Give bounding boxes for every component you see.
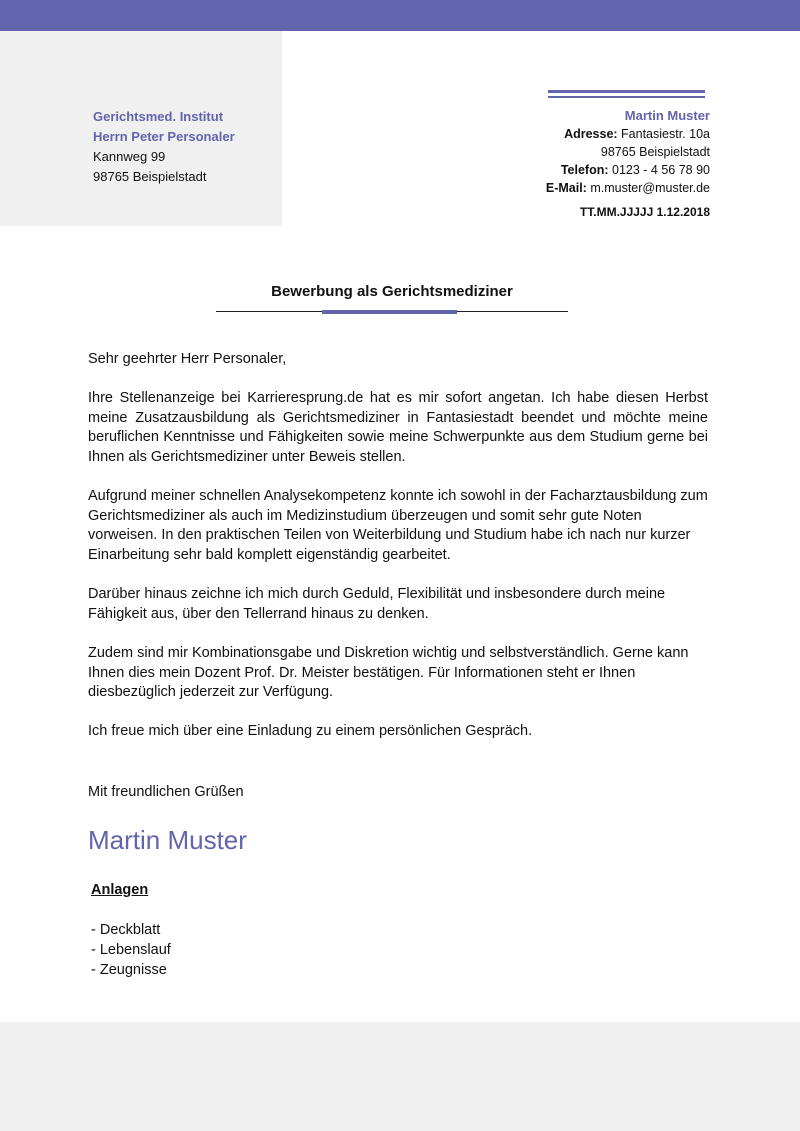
sender-city: 98765 Beispielstadt xyxy=(600,145,710,159)
paragraph-2: Aufgrund meiner schnellen Analysekompetenz konnte ich sowohl in der Facharztausbildung zum Gerichtsmediziner als auch im Medizinstudium überzeugen und somit sehr gute Noten vorweisen. In den praktischen Teilen von Weiterbildung und Studium habe ich nach nur kurzer Einarbeitung sehr bald komplett eigenständig gearbeitet. xyxy=(88,488,708,563)
signature: Martin Muster xyxy=(88,825,247,855)
letter-body xyxy=(88,350,708,761)
paragraph-1: Ihre Stellenanzeige bei Karrieresprung.de hat es mir sofort angetan. Ich habe diesen Herbst meine Zusatzausbildung als Gerichtsmediziner in Fantasiestadt beendet und möchte meine beruflichen Kenntnisse und Fähigkeiten sowie meine Schwerpunkte aus dem Studium gerne bei Ihnen als Gerichtsmediziner unter Beweis stellen. xyxy=(88,390,708,465)
phone-label: Telefon: xyxy=(560,163,609,177)
address-label: Adresse: xyxy=(564,127,618,141)
closing: Mit freundlichen Grüßen xyxy=(88,784,244,800)
salutation: Sehr geehrter Herr Personaler, xyxy=(88,351,287,367)
subject-accent-bar xyxy=(322,310,457,314)
email-label: E-Mail: xyxy=(545,181,587,195)
sender-name: Martin Muster xyxy=(624,108,710,123)
sender-phone-line xyxy=(546,161,710,179)
letter-subject: Bewerbung als Gerichtsmediziner xyxy=(271,283,513,300)
sender-block xyxy=(546,107,710,197)
sender-divider xyxy=(548,90,705,98)
recipient-street: Kannweg 99 xyxy=(93,149,166,164)
sender-address-line xyxy=(546,125,710,143)
attachment-item: - Zeugnisse xyxy=(91,962,167,978)
paragraph-3: Darüber hinaus zeichne ich mich durch Geduld, Flexibilität und insbesondere durch meine Fähigkeit aus, über den Tellerrand hinaus zu denken. xyxy=(88,586,666,622)
attachments xyxy=(91,880,171,980)
sender-email: m.muster@muster.de xyxy=(590,181,710,195)
recipient-org: Gerichtsmed. Institut xyxy=(93,109,224,124)
recipient-contact: Herrn Peter Personaler xyxy=(93,129,235,144)
paragraph-4: Zudem sind mir Kombinationsgabe und Diskretion wichtig und selbstverständlich. Gerne kann Ihnen dies mein Dozent Prof. Dr. Meister bestätigen. Für Informationen steht er Ihnen diesbezüglich jederzeit zur Verfügung. xyxy=(88,644,689,701)
sender-phone: 0123 - 4 56 78 90 xyxy=(612,163,710,177)
recipient-city: 98765 Beispielstadt xyxy=(93,169,207,184)
attachment-item: - Deckblatt xyxy=(91,922,161,938)
recipient-address xyxy=(93,107,235,187)
sender-email-line xyxy=(546,179,710,197)
letter-date: TT.MM.JJJJJ 1.12.2018 xyxy=(579,205,710,219)
attachments-heading: Anlagen xyxy=(91,882,149,898)
footer-panel xyxy=(0,1022,800,1131)
paragraph-5: Ich freue mich über eine Einladung zu einem persönlichen Gespräch. xyxy=(88,723,533,740)
sender-street: Fantasiestr. 10a xyxy=(621,127,710,141)
top-accent-bar xyxy=(0,0,800,31)
attachment-item: - Lebenslauf xyxy=(91,942,171,958)
